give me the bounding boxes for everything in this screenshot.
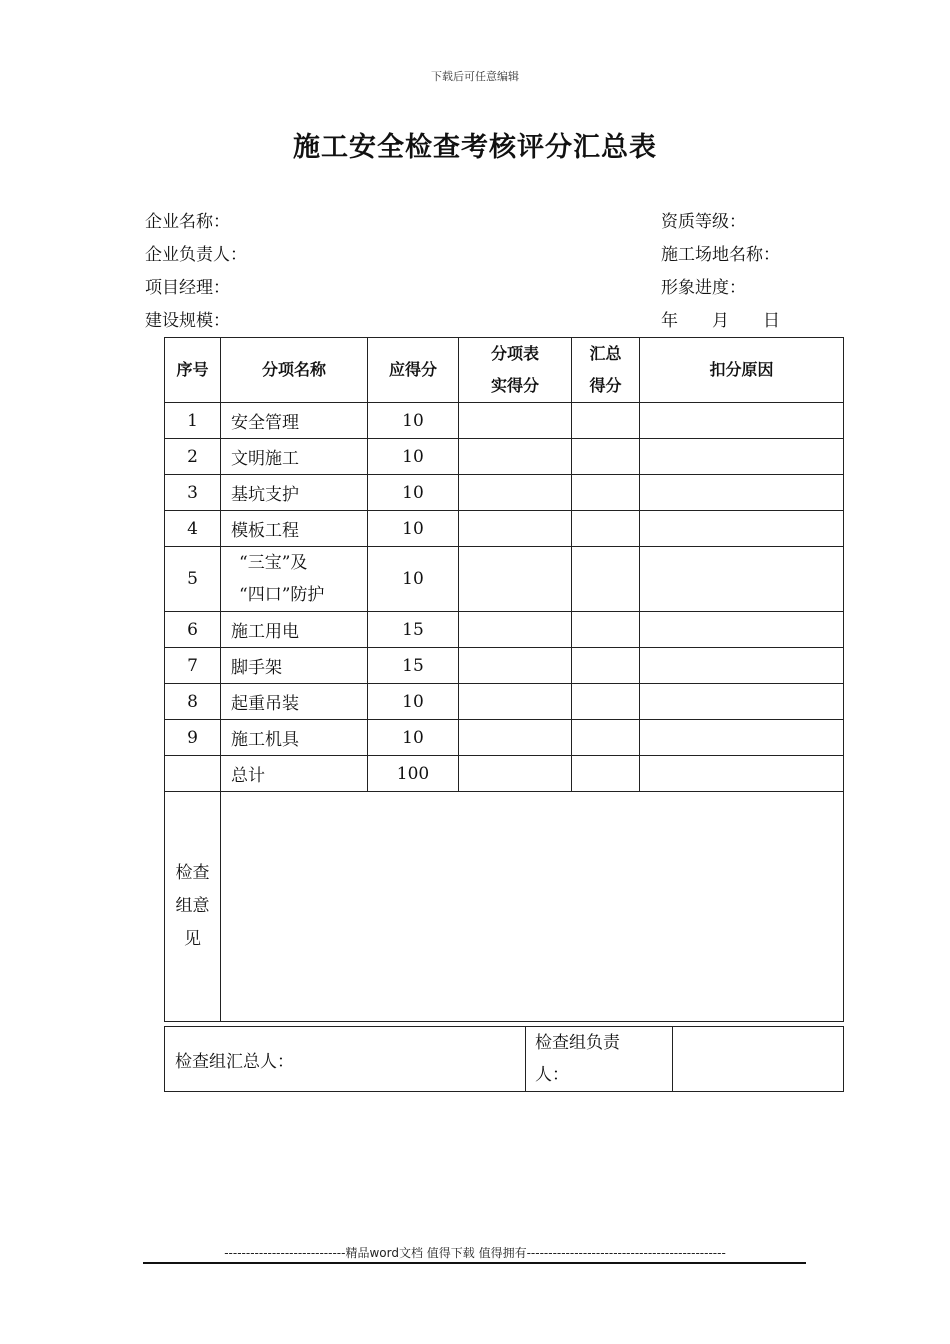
table-row: [165, 439, 844, 475]
row-reason-cell[interactable]: [640, 684, 844, 720]
row-item-name: 脚手架: [221, 648, 368, 684]
header-note: 下载后可任意编辑: [431, 70, 519, 83]
row-reason-cell[interactable]: [640, 612, 844, 648]
signature-row: [165, 1027, 844, 1092]
row-actual-score-cell[interactable]: [459, 511, 572, 547]
header-summary-line1: 汇总: [589, 344, 622, 363]
leader-label: [526, 1027, 673, 1092]
row-item-name: 施工用电: [221, 612, 368, 648]
total-reason-cell[interactable]: [640, 756, 844, 792]
row-actual-score-cell[interactable]: [459, 475, 572, 511]
opinion-label-line1: 检查: [175, 863, 210, 883]
table-row: [165, 403, 844, 439]
header-expected-score: 应得分: [368, 338, 459, 403]
table-row: [165, 648, 844, 684]
row-summary-score-cell[interactable]: [572, 403, 640, 439]
row-reason-cell[interactable]: [640, 648, 844, 684]
row-item-name: 模板工程: [221, 511, 368, 547]
leader-label-line1: 检查组负责: [535, 1033, 620, 1053]
table-row: [165, 547, 844, 612]
table-row: [165, 475, 844, 511]
row-summary-score-cell[interactable]: [572, 684, 640, 720]
header-actual-score: [459, 338, 572, 403]
info-project-manager: 项目经理：: [145, 278, 230, 298]
row-expected-score: 10: [368, 720, 459, 756]
info-date: 年 月 日: [661, 311, 780, 331]
total-expected-score: 100: [368, 756, 459, 792]
header-deduction-reason: 扣分原因: [640, 338, 844, 403]
row-reason-cell[interactable]: [640, 720, 844, 756]
row-actual-score-cell[interactable]: [459, 439, 572, 475]
signature-table: [164, 1026, 844, 1092]
row-expected-score: 10: [368, 475, 459, 511]
row-reason-cell[interactable]: [640, 475, 844, 511]
row-summary-score-cell[interactable]: [572, 439, 640, 475]
opinion-row: [165, 792, 844, 1022]
row-reason-cell[interactable]: [640, 403, 844, 439]
row-num: 5: [165, 547, 221, 612]
row-actual-score-cell[interactable]: [459, 547, 572, 612]
total-summary-score-cell[interactable]: [572, 756, 640, 792]
row-expected-score: 10: [368, 511, 459, 547]
row-expected-score: 10: [368, 547, 459, 612]
info-company-leader: 企业负责人：: [145, 245, 247, 265]
footer-divider: [143, 1262, 806, 1264]
leader-signature-cell[interactable]: [673, 1027, 844, 1092]
opinion-label: [165, 792, 221, 1022]
row-item-name: 安全管理: [221, 403, 368, 439]
row-expected-score: 10: [368, 684, 459, 720]
row-summary-score-cell[interactable]: [572, 648, 640, 684]
opinion-content-cell[interactable]: [221, 792, 844, 1022]
row-num: 4: [165, 511, 221, 547]
row-expected-score: 10: [368, 439, 459, 475]
info-qualification: 资质等级：: [661, 212, 746, 232]
row-num: 7: [165, 648, 221, 684]
leader-label-line2: 人：: [535, 1065, 569, 1085]
row-item-name: [221, 547, 368, 612]
info-site-name: 施工场地名称：: [661, 245, 780, 265]
row-expected-score: 15: [368, 648, 459, 684]
row-summary-score-cell[interactable]: [572, 612, 640, 648]
header-actual-line2: 实得分: [490, 376, 539, 395]
total-actual-score-cell[interactable]: [459, 756, 572, 792]
table-row: [165, 684, 844, 720]
row-item-name: 文明施工: [221, 439, 368, 475]
header-summary-line2: 得分: [589, 376, 622, 395]
row-item-name-line1: “三宝”及: [239, 553, 308, 573]
info-construction-scale: 建设规模：: [145, 311, 230, 331]
score-table: [164, 337, 844, 1022]
row-item-name: 基坑支护: [221, 475, 368, 511]
row-actual-score-cell[interactable]: [459, 403, 572, 439]
table-header-row: [165, 338, 844, 403]
header-num: 序号: [165, 338, 221, 403]
row-reason-cell[interactable]: [640, 547, 844, 612]
row-reason-cell[interactable]: [640, 511, 844, 547]
row-num: 1: [165, 403, 221, 439]
row-actual-score-cell[interactable]: [459, 612, 572, 648]
page-title: 施工安全检查考核评分汇总表: [293, 132, 657, 163]
row-reason-cell[interactable]: [640, 439, 844, 475]
row-num: 2: [165, 439, 221, 475]
header-actual-line1: 分项表: [490, 344, 539, 363]
row-num: 6: [165, 612, 221, 648]
header-summary-score: [572, 338, 640, 403]
summarizer-label: 检查组汇总人：: [165, 1027, 526, 1092]
footer-text: ----------------------------精品word文档 值得下载 值得拥有----------------------------------------------: [224, 1246, 726, 1260]
row-summary-score-cell[interactable]: [572, 547, 640, 612]
total-num-cell: [165, 756, 221, 792]
row-num: 8: [165, 684, 221, 720]
info-progress: 形象进度：: [661, 278, 746, 298]
row-actual-score-cell[interactable]: [459, 684, 572, 720]
row-summary-score-cell[interactable]: [572, 720, 640, 756]
row-num: 9: [165, 720, 221, 756]
opinion-label-line3: 见: [184, 929, 201, 949]
row-item-name: 施工机具: [221, 720, 368, 756]
total-label: 总计: [221, 756, 368, 792]
row-num: 3: [165, 475, 221, 511]
row-summary-score-cell[interactable]: [572, 511, 640, 547]
header-item-name: 分项名称: [221, 338, 368, 403]
row-expected-score: 10: [368, 403, 459, 439]
row-item-name-line2: “四口”防护: [239, 585, 325, 605]
table-row: [165, 720, 844, 756]
table-row: [165, 612, 844, 648]
total-row: [165, 756, 844, 792]
row-summary-score-cell[interactable]: [572, 475, 640, 511]
opinion-label-line2: 组意: [175, 896, 210, 916]
row-actual-score-cell[interactable]: [459, 648, 572, 684]
row-item-name: 起重吊装: [221, 684, 368, 720]
row-actual-score-cell[interactable]: [459, 720, 572, 756]
row-expected-score: 15: [368, 612, 459, 648]
info-company-name: 企业名称：: [145, 212, 230, 232]
table-row: [165, 511, 844, 547]
